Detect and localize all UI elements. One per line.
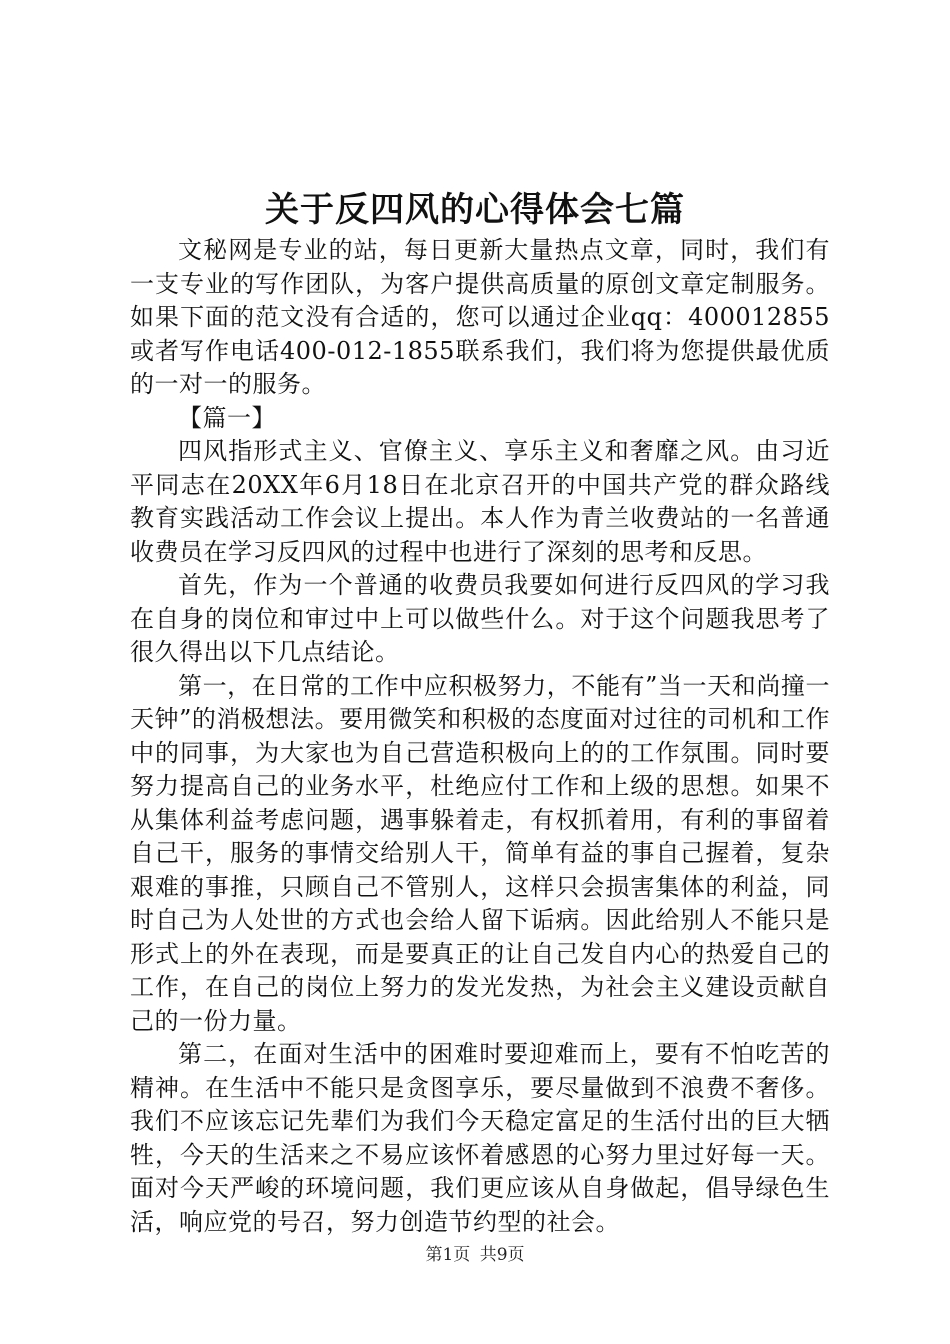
body-paragraph: 第二，在面对生活中的困难时要迎难而上，要有不怕吃苦的精神。在生活中不能只是贪图享乐，要尽量做到不浪费不奢侈。我们不应该忘记先辈们为我们今天稳定富足的生活付出的巨大牺牲，今天的生活来之不易应该怀着感恩的心努力里过好每一天。面对今天严峻的环境问题，我们更应该从自身做起，倡导绿色生活，响应党的号召，努力创造节约型的社会。 <box>130 1040 830 1236</box>
body-paragraph: 第一，在日常的工作中应积极努力，不能有”当一天和尚撞一天钟”的消极想法。要用微笑和积极的态度面对过往的司机和工作中的同事，为大家也为自己营造积极向上的的工作氛围。同时要努力提高自己的业务水平，杜绝应付工作和上级的思想。如果不从集体利益考虑问题，遇事躲着走，有权抓着用，有利的事留着自己干，服务的事情交给别人干，简单有益的事自己握着，复杂艰难的事推，只顾自己不管别人，这样只会损害集体的利益，同时自己为人处世的方式也会给人留下诟病。因此给别人不能只是形式上的外在表现，而是要真正的让自己发自内心的热爱自己的工作，在自己的岗位上努力的发光发热，为社会主义建设贡献自己的一份力量。 <box>130 671 830 1035</box>
document-body <box>130 234 830 1239</box>
section-heading: 【篇一】 <box>178 403 276 432</box>
page-number: 第1页 <box>425 1245 471 1265</box>
intro-paragraph: 文秘网是专业的站，每日更新大量热点文章，同时，我们有一支专业的写作团队，为客户提供高质量的原创文章定制服务。如果下面的范文没有合适的，您可以通过企业qq：400012855或者写作电话400-012-1855联系我们，我们将为您提供最优质的一对一的服务。 <box>130 236 830 398</box>
page-footer <box>0 1244 950 1266</box>
document-title: 关于反四风的心得体会七篇 <box>265 190 685 230</box>
body-paragraph: 首先，作为一个普通的收费员我要如何进行反四风的学习我在自身的岗位和审过中上可以做些什么。对于这个问题我思考了很久得出以下几点结论。 <box>130 571 830 666</box>
body-paragraph: 四风指形式主义、官僚主义、享乐主义和奢靡之风。由习近平同志在20XX年6月18日在北京召开的中国共产党的群众路线教育实践活动工作会议上提出。本人作为青兰收费站的一名普通收费员在学习反四风的过程中也进行了深刻的思考和反思。 <box>130 437 830 566</box>
page-total: 共9页 <box>479 1245 525 1265</box>
